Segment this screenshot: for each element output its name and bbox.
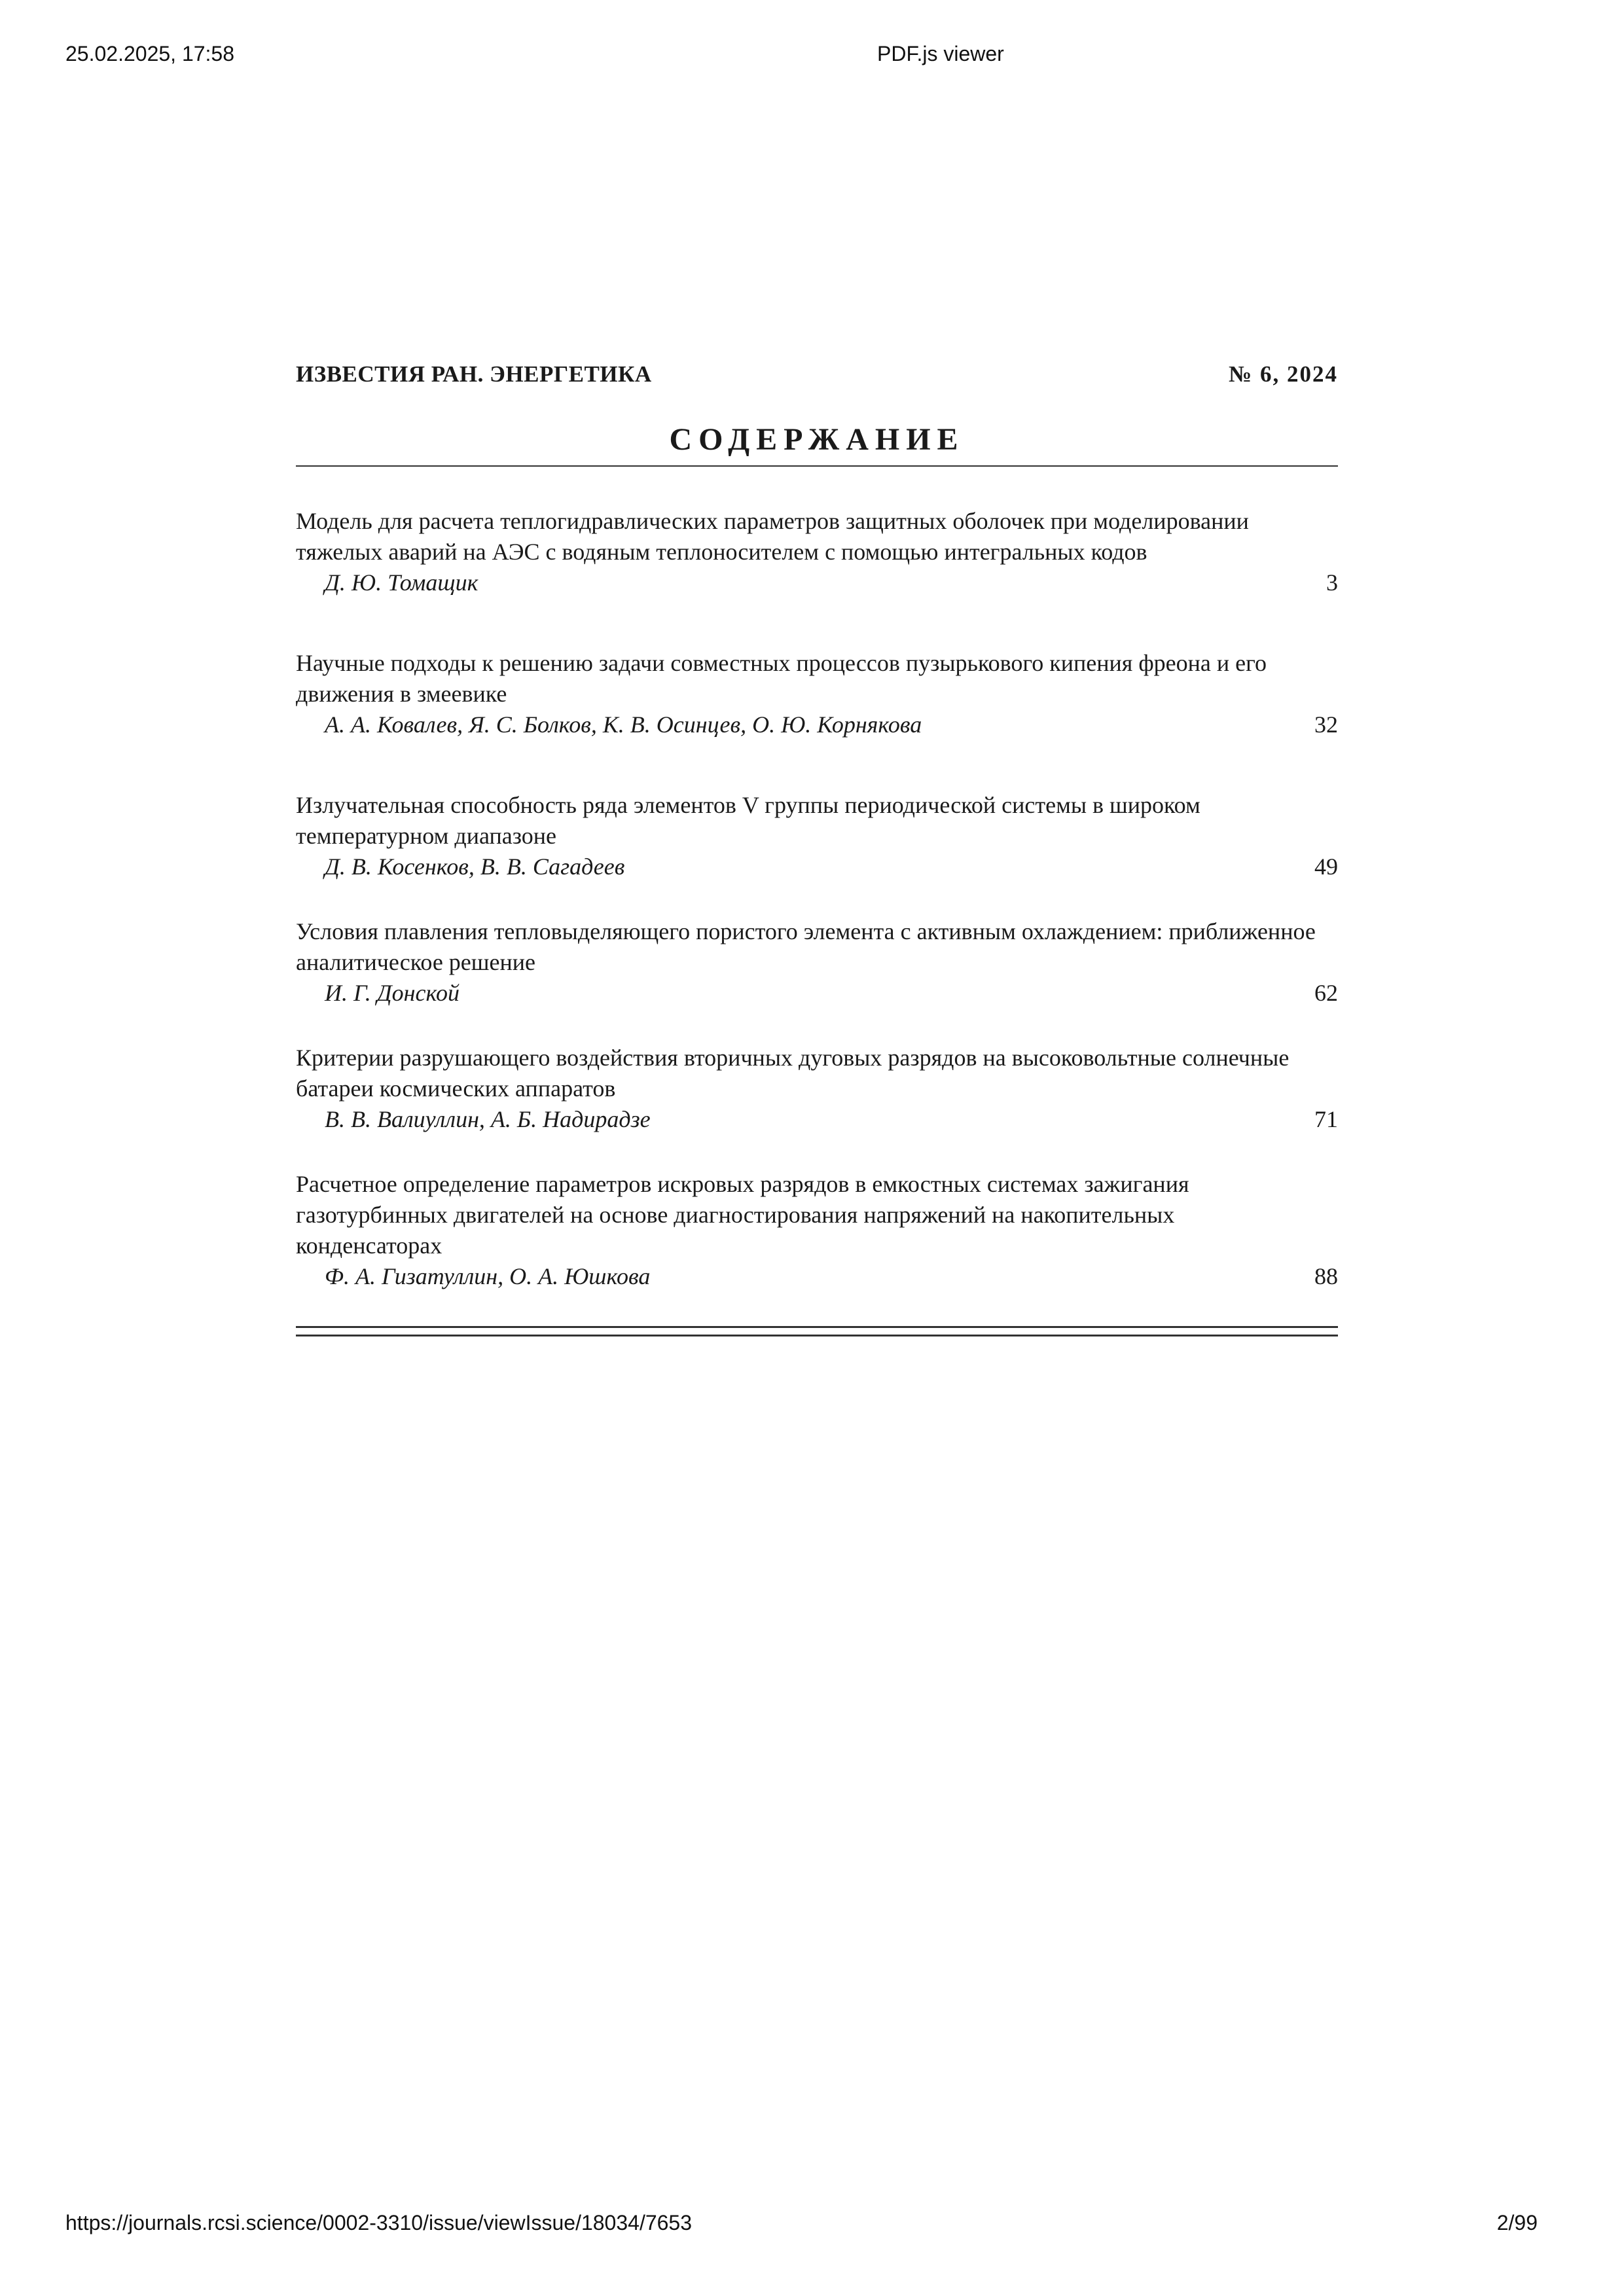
contents-entry (296, 790, 1338, 882)
entry-authors: Д. Ю. Томащик (325, 569, 478, 596)
entry-authors: Д. В. Косенков, В. В. Сагадеев (325, 853, 625, 880)
print-viewer-title: PDF.js viewer (877, 42, 1004, 65)
entry-title: Излучательная способность ряда элементов V группы периодической системы в широком температурном диапазоне (296, 792, 1200, 849)
entry-author-row (296, 852, 1338, 882)
contents-entry (296, 506, 1338, 598)
contents-entry (296, 916, 1338, 1009)
entry-author-row (296, 1104, 1338, 1135)
journal-issue: № 6, 2024 (1229, 361, 1338, 387)
entry-title: Расчетное определение параметров искровых разрядов в емкостных системах зажигания газотурбинных двигателей на основе диагностирования напряжений на накопительных конденсаторах (296, 1171, 1189, 1259)
entry-page-number: 88 (1314, 1263, 1338, 1289)
entry-page-number: 32 (1314, 711, 1338, 738)
entry-page-number: 3 (1326, 569, 1338, 596)
entry-authors: И. Г. Донской (325, 980, 460, 1006)
entry-title: Условия плавления тепловыделяющего пористого элемента с активным охлаждением: приближенное аналитическое решение (296, 918, 1316, 975)
entry-page-number: 62 (1314, 980, 1338, 1006)
contents-entry (296, 648, 1338, 740)
entry-authors: А. А. Ковалев, Я. С. Болков, К. В. Осинцев, О. Ю. Корнякова (325, 711, 922, 738)
journal-header (296, 361, 1338, 387)
journal-name: ИЗВЕСТИЯ РАН. ЭНЕРГЕТИКА (296, 361, 652, 387)
entry-author-row (296, 567, 1338, 598)
entry-author-row (296, 709, 1338, 740)
contents-list (296, 506, 1338, 1292)
print-page-counter: 2/99 (1496, 2211, 1538, 2234)
entry-title: Модель для расчета теплогидравлических параметров защитных оболочек при моделировании тяжелых аварий на АЭС с водяным теплоносителем с помощью интегральных кодов (296, 508, 1249, 565)
entry-author-row (296, 978, 1338, 1009)
closing-double-rule (296, 1326, 1338, 1336)
entry-page-number: 71 (1314, 1106, 1338, 1132)
entry-authors: Ф. А. Гизатуллин, О. А. Юшкова (325, 1263, 651, 1289)
contents-page (296, 361, 1338, 1336)
entry-author-row (296, 1261, 1338, 1292)
entry-title: Научные подходы к решению задачи совместных процессов пузырькового кипения фреона и его движения в змеевике (296, 650, 1267, 707)
entry-page-number: 49 (1314, 853, 1338, 880)
contents-entry (296, 1169, 1338, 1292)
contents-heading: СОДЕРЖАНИЕ (296, 422, 1338, 467)
entry-authors: В. В. Валиуллин, А. Б. Надирадзе (325, 1106, 651, 1132)
contents-entry (296, 1043, 1338, 1135)
print-url: https://journals.rcsi.science/0002-3310/issue/viewIssue/18034/7653 (65, 2211, 693, 2234)
print-datetime: 25.02.2025, 17:58 (65, 42, 235, 65)
entry-title: Критерии разрушающего воздействия вторичных дуговых разрядов на высоковольтные солнечные батареи космических аппаратов (296, 1045, 1290, 1102)
